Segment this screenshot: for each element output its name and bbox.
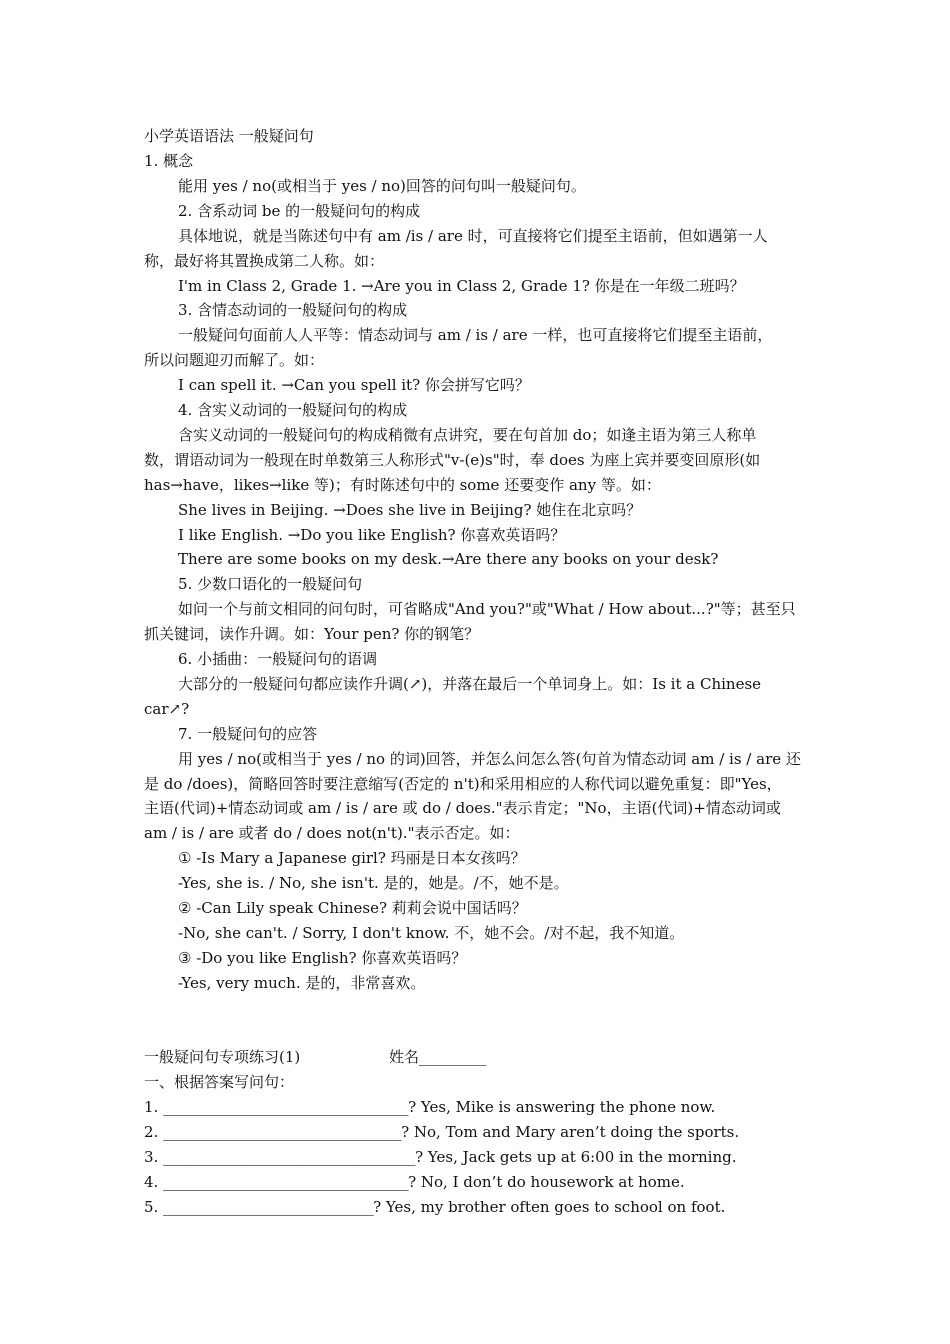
grammar-line: 7. 一般疑问句的应答: [178, 725, 318, 743]
grammar-line: 含实义动词的一般疑问句的构成稍微有点讲究，要在句首加 do；如逢主语为第三人称单: [178, 426, 757, 444]
grammar-line: ② -Can Lily speak Chinese? 莉莉会说中国话吗？: [178, 899, 527, 917]
exercise-item-number: 1.: [144, 1098, 159, 1116]
grammar-line: 具体地说，就是当陈述句中有 am /is / are 时，可直接将它们提至主语前，但如遇第一人: [178, 227, 768, 245]
exercise-item-answer: ? No, I don’t do housework at home.: [408, 1173, 685, 1191]
grammar-line: 用 yes / no(或相当于 yes / no 的词)回答，并怎么问怎么答(句首为情态动词 am / is / are 还: [178, 750, 801, 768]
grammar-line: 2. 含系动词 be 的一般疑问句的构成: [178, 202, 421, 220]
grammar-line: ③ -Do you like English? 你喜欢英语吗？: [178, 949, 467, 967]
exercise-item: [144, 1122, 739, 1142]
grammar-line: 能用 yes / no(或相当于 yes / no)回答的问句叫一般疑问句。: [178, 177, 586, 195]
grammar-line: She lives in Beijing. →Does she live in Beijing? 她住在北京吗？: [178, 501, 642, 519]
exercise-item-number: 5.: [144, 1198, 159, 1216]
answer-blank[interactable]: ___________________________________: [163, 1098, 409, 1116]
grammar-line: -No, she can't. / Sorry, I don't know. 不，她不会。/对不起，我不知道。: [178, 924, 685, 942]
exercise-item: [144, 1197, 725, 1217]
exercise-item-number: 3.: [144, 1148, 159, 1166]
exercise-item-number: 4.: [144, 1173, 159, 1191]
grammar-line: -Yes, she is. / No, she isn't. 是的，她是。/不，她不是。: [178, 874, 569, 892]
grammar-line: I can spell it. →Can you spell it? 你会拼写它吗？: [178, 376, 530, 394]
grammar-line: 称，最好将其置换成第二人称。如：: [144, 252, 385, 270]
grammar-line: 5. 少数口语化的一般疑问句: [178, 575, 363, 593]
grammar-line: I'm in Class 2, Grade 1. →Are you in Class 2, Grade 1? 你是在一年级二班吗？: [178, 277, 745, 295]
exercise-item-answer: ? Yes, Jack gets up at 6:00 in the morning.: [415, 1148, 737, 1166]
grammar-line: 如问一个与前文相同的问句时，可省略成"And you?"或"What / How about...?"等；甚至只: [178, 600, 796, 618]
grammar-line: 一般疑问句面前人人平等：情态动词与 am / is / are 一样，也可直接将它们提至主语前，: [178, 326, 773, 344]
exercise-item-number: 2.: [144, 1123, 159, 1141]
answer-blank[interactable]: ___________________________________: [163, 1173, 409, 1191]
grammar-line: 6. 小插曲：一般疑问句的语调: [178, 650, 378, 668]
exercise-item-answer: ? Yes, my brother often goes to school on foot.: [373, 1198, 726, 1216]
grammar-line: car↗?: [144, 700, 190, 718]
exercise-item: [144, 1097, 715, 1117]
exercise-item: [144, 1147, 737, 1167]
grammar-line: There are some books on my desk.→Are there any books on your desk?: [178, 550, 719, 568]
grammar-line: 1. 概念: [144, 152, 194, 170]
exercise-item-answer: ? Yes, Mike is answering the phone now.: [408, 1098, 716, 1116]
exercise-title: 一般疑问句专项练习(1): [144, 1048, 301, 1066]
grammar-line: has→have，likes→like 等)；有时陈述句中的 some 还要变作 any 等。如：: [144, 476, 661, 494]
grammar-line: 主语(代词)+情态动词或 am / is / are 或 do / does."表示肯定；"No，主语(代词)+情态动词或: [144, 799, 781, 817]
grammar-line: am / is / are 或者 do / does not(n't)."表示否定。如：: [144, 824, 520, 842]
grammar-line: 抓关键词，读作升调。如：Your pen? 你的钢笔？: [144, 625, 480, 643]
grammar-line: 数，谓语动词为一般现在时单数第三人称形式"v-(e)s"时，奉 does 为座上宾并要变回原形(如: [144, 451, 761, 469]
name-field-label: 姓名_________: [389, 1048, 487, 1066]
grammar-line: -Yes, very much. 是的，非常喜欢。: [178, 974, 426, 992]
answer-blank[interactable]: __________________________________: [163, 1123, 402, 1141]
exercise-section-heading: 一、根据答案写问句：: [144, 1073, 295, 1091]
grammar-line: 是 do /does)，简略回答时要注意缩写(否定的 n't)和采用相应的人称代词以避免重复：即"Yes，: [144, 775, 782, 793]
grammar-line: 4. 含实义动词的一般疑问句的构成: [178, 401, 408, 419]
grammar-line: 3. 含情态动词的一般疑问句的构成: [178, 301, 408, 319]
grammar-line: 所以问题迎刃而解了。如：: [144, 351, 325, 369]
exercise-item: [144, 1172, 685, 1192]
exercise-item-answer: ? No, Tom and Mary aren’t doing the sports.: [401, 1123, 740, 1141]
grammar-line: 大部分的一般疑问句都应读作升调(↗)，并落在最后一个单词身上。如：Is it a Chinese: [178, 675, 762, 693]
grammar-line: ① -Is Mary a Japanese girl? 玛丽是日本女孩吗？: [178, 849, 526, 867]
answer-blank[interactable]: ______________________________: [163, 1198, 374, 1216]
document-title: 小学英语语法 一般疑问句: [144, 127, 314, 145]
answer-blank[interactable]: ____________________________________: [163, 1148, 416, 1166]
grammar-line: I like English. →Do you like English? 你喜欢英语吗？: [178, 526, 566, 544]
